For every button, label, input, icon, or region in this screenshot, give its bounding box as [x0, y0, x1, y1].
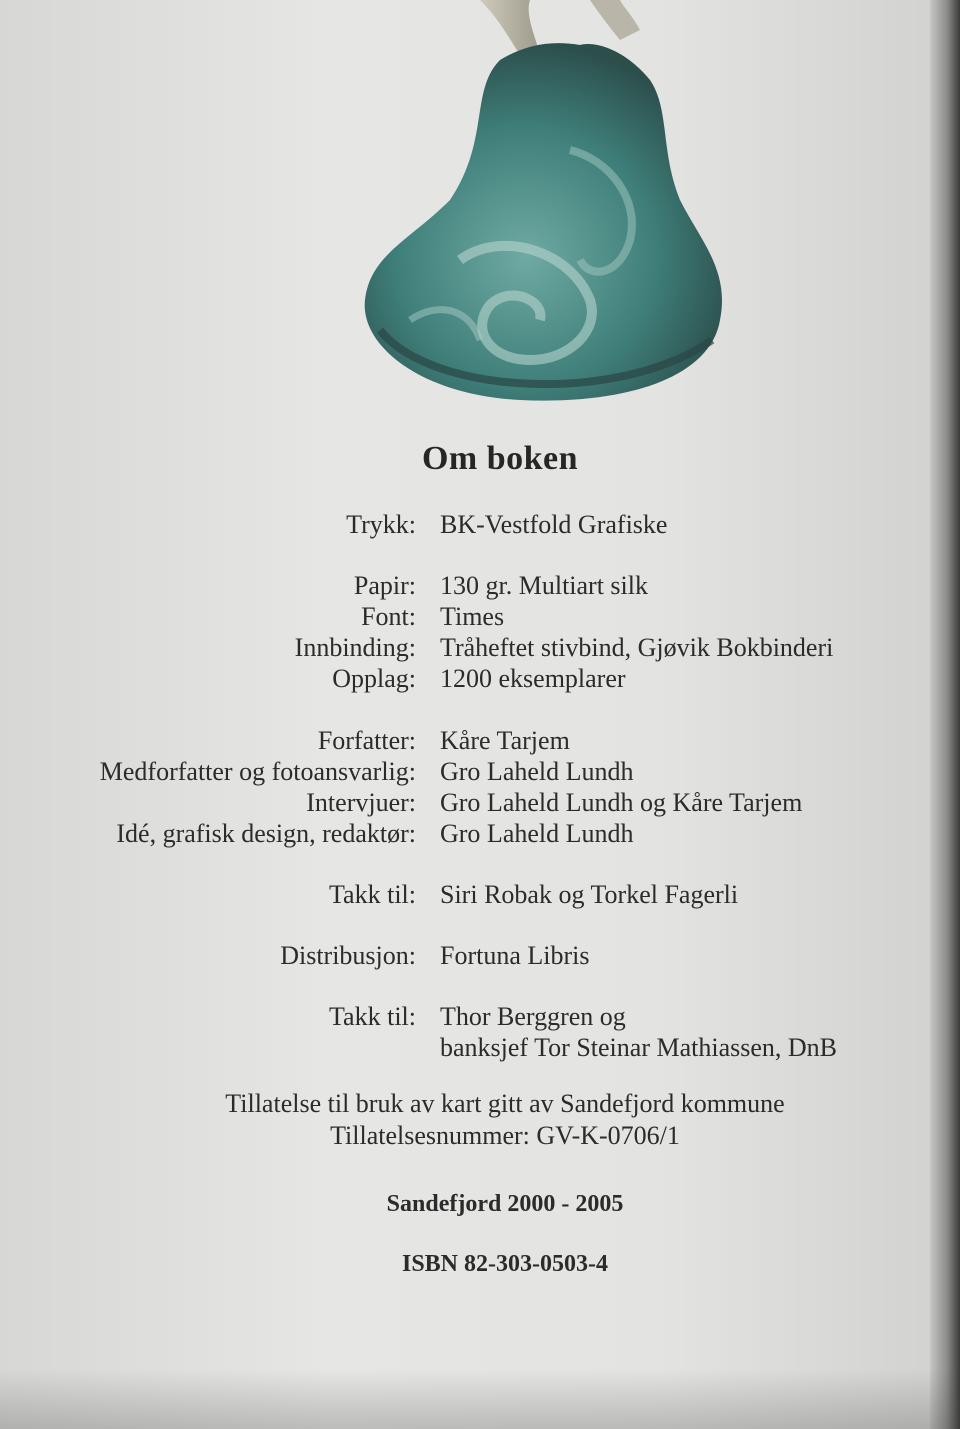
row-value: Tråheftet stivbind, Gjøvik Bokbinderi — [440, 633, 834, 662]
row-label: Innbinding: — [294, 633, 416, 662]
row-value: Gro Laheld Lundh og Kåre Tarjem — [440, 788, 803, 817]
row-label: Distribusjon: — [280, 941, 416, 970]
wave-sculpture-image — [350, 0, 730, 405]
row-label: Opplag: — [332, 664, 416, 693]
row-value: Fortuna Libris — [440, 941, 590, 970]
row-value: Kåre Tarjem — [440, 726, 570, 755]
page-edge-shadow — [930, 0, 960, 1429]
place-years: Sandefjord 2000 - 2005 — [386, 1191, 624, 1217]
row-value: 1200 eksemplarer — [440, 664, 626, 693]
row-label: Medforfatter og fotoansvarlig: — [99, 757, 416, 786]
row-value: Siri Robak og Torkel Fagerli — [440, 880, 739, 909]
page-title: Om boken — [421, 440, 579, 477]
bottom-shadow — [0, 1369, 960, 1429]
isbn: ISBN 82-303-0503-4 — [401, 1251, 608, 1277]
row-value: BK-Vestfold Grafiske — [440, 510, 668, 539]
row-label: Idé, grafisk design, redaktør: — [116, 819, 416, 848]
permission-line: Tillatelse til bruk av kart gitt av Sandefjord kommune — [225, 1089, 785, 1118]
row-label: Takk til: — [328, 1002, 416, 1031]
row-label: Trykk: — [346, 510, 416, 539]
row-label: Forfatter: — [317, 726, 416, 755]
row-value: Times — [440, 602, 505, 631]
permission-number: Tillatelsesnummer: GV-K-0706/1 — [330, 1121, 680, 1150]
row-label: Papir: — [353, 571, 416, 600]
row-value: Thor Berggren og — [440, 1002, 626, 1031]
row-value: Gro Laheld Lundh — [440, 819, 634, 848]
row-value: 130 gr. Multiart silk — [440, 571, 648, 600]
row-label: Font: — [361, 602, 416, 631]
row-value: Gro Laheld Lundh — [440, 757, 634, 786]
row-label: Takk til: — [328, 880, 416, 909]
row-value: banksjef Tor Steinar Mathiassen, DnB — [440, 1033, 838, 1062]
row-label: Intervjuer: — [306, 788, 416, 817]
